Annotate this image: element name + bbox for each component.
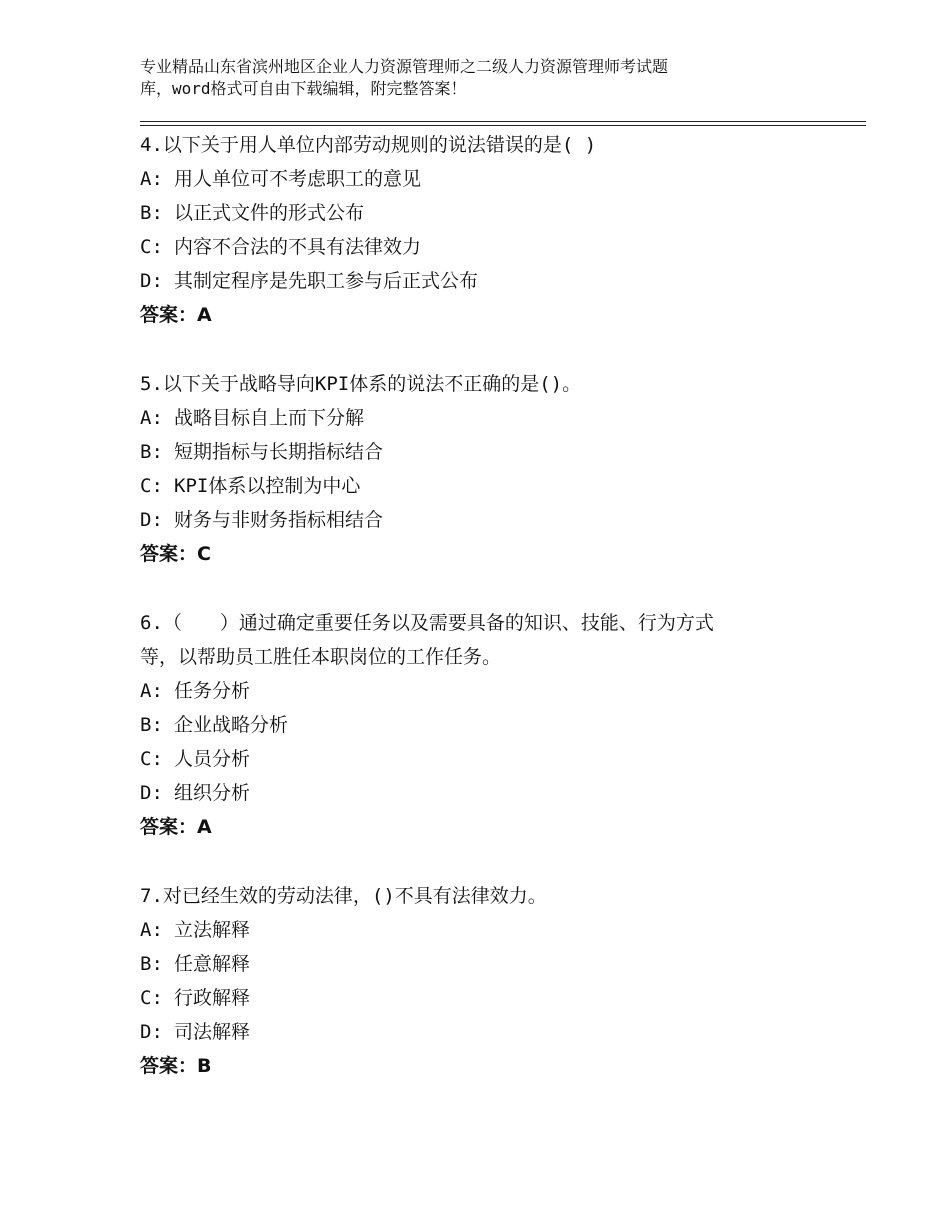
question-7 [140,879,840,1083]
option-text: 内容不合法的不具有法律效力 [174,236,422,258]
option-letter: D: [140,509,163,531]
option-letter: C: [140,748,163,770]
option-text: 企业战略分析 [174,714,289,736]
header-divider-top [140,121,866,122]
option-text: 任务分析 [174,680,251,702]
option-c [140,469,840,503]
option-text: 其制定程序是先职工参与后正式公布 [174,270,479,292]
option-letter: A: [140,680,163,702]
answer-label: 答案：C [140,543,211,565]
header-line-2: 库，word格式可自由下载编辑，附完整答案！ [140,79,467,98]
option-text: 立法解释 [174,919,251,941]
option-d [140,503,840,537]
option-text: 组织分析 [174,782,251,804]
question-text: 7.对已经生效的劳动法律，()不具有法律效力。 [140,885,547,907]
option-b [140,435,840,469]
option-letter: B: [140,953,163,975]
option-text: 人员分析 [174,748,251,770]
option-letter: D: [140,782,163,804]
option-d [140,776,840,810]
option-text: 行政解释 [174,987,251,1009]
option-d [140,1015,840,1049]
option-text: 用人单位可不考虑职工的意见 [174,168,422,190]
option-letter: D: [140,270,163,292]
question-4 [140,128,840,332]
question-text: 4.以下关于用人单位内部劳动规则的说法错误的是( ) [140,134,597,156]
question-spacer [140,571,840,606]
option-b [140,708,840,742]
option-a [140,913,840,947]
option-letter: C: [140,475,163,497]
document-header [140,56,780,100]
option-text: KPI体系以控制为中心 [174,475,361,497]
question-text: 5.以下关于战略导向KPI体系的说法不正确的是()。 [140,373,582,395]
option-text: 以正式文件的形式公布 [174,202,365,224]
option-letter: D: [140,1021,163,1043]
option-letter: B: [140,441,163,463]
option-text: 战略目标自上而下分解 [174,407,365,429]
question-spacer [140,332,840,367]
option-c [140,742,840,776]
option-a [140,674,840,708]
option-text: 财务与非财务指标相结合 [174,509,384,531]
option-letter: A: [140,407,163,429]
answer-label: 答案：A [140,816,212,838]
option-letter: A: [140,168,163,190]
option-b [140,947,840,981]
option-letter: A: [140,919,163,941]
option-c [140,981,840,1015]
question-5 [140,367,840,571]
option-a [140,162,840,196]
option-letter: B: [140,714,163,736]
option-c [140,230,840,264]
option-text: 任意解释 [174,953,251,975]
option-text: 短期指标与长期指标结合 [174,441,384,463]
option-text: 司法解释 [174,1021,251,1043]
option-letter: B: [140,202,163,224]
option-a [140,401,840,435]
header-divider-bottom [140,125,866,126]
option-letter: C: [140,236,163,258]
question-text-line-2: 等，以帮助员工胜任本职岗位的工作任务。 [140,646,502,668]
question-spacer [140,844,840,879]
option-b [140,196,840,230]
answer-label: 答案：A [140,304,212,326]
question-list [140,128,840,1083]
option-letter: C: [140,987,163,1009]
answer-label: 答案：B [140,1055,212,1077]
question-text-line-1: 6.（ ）通过确定重要任务以及需要具备的知识、技能、行为方式 [140,612,714,634]
header-line-1: 专业精品山东省滨州地区企业人力资源管理师之二级人力资源管理师考试题 [140,57,669,76]
question-6 [140,606,840,844]
option-d [140,264,840,298]
